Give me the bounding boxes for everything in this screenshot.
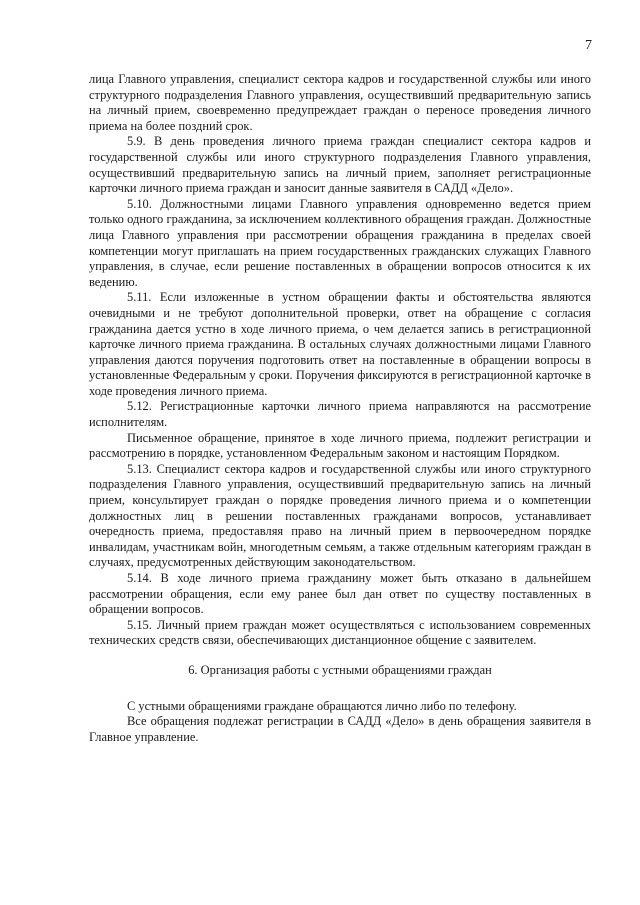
paragraph: 5.15. Личный прием граждан может осуществляться с использованием современных технических средств связи, обеспечивающих дистанционное общение с заявителем. (89, 617, 591, 648)
paragraph: лица Главного управления, специалист сектора кадров и государственной службы или иного структурного подразделения Главного управления, осуществивший предварительную запись на личный прием, своевременно предупреждает граждан о переносе проведения личного приема на более поздний срок. (89, 72, 591, 133)
paragraph: 5.11. Если изложенные в устном обращении факты и обстоятельства являются очевидными и не требуют дополнительной проверки, ответ на обращение с согласия гражданина дается устно в ходе личного приема, о чем делается запись в регистрационной карточке личного приема гражданина. В остальных случаях должностными лицами Главного управления даются поручения подготовить ответ на поставленные в обращении вопросы в установленные Федеральным у сроки. Поручения фиксируются в регистрационной карточке в ходе проведения личного приема. (89, 290, 591, 398)
paragraph: 5.14. В ходе личного приема гражданину может быть отказано в дальнейшем рассмотрении обращения, если ему ранее был дан ответ по существу поставленных в обращении вопросов. (89, 571, 591, 617)
section-5-continuation (89, 72, 591, 649)
paragraph: 5.10. Должностными лицами Главного управления одновременно ведется прием только одного гражданина, за исключением коллективного обращения граждан. Должностные лица Главного управления при рассмотрении обращения гражданина в пределах своей компетенции могут приглашать на прием государственных гражданских служащих Главного управления, в случае, если решение поставленных в обращении вопросов относится к их ведению. (89, 196, 591, 289)
paragraph: 5.13. Специалист сектора кадров и государственной службы или иного структурного подразделения Главного управления, осуществивший предварительную запись на личный прием, консультирует граждан о порядке проведения личного приема и о компетенции должностных лиц в решении поставленных гражданами вопросов, устанавливает очередность приема, предоставляя право на личный прием в первоочередном порядке инвалидам, участникам войн, многодетным семьям, а также отдельным категориям граждан в случаях, предусмотренных действующим законодательством. (89, 461, 591, 570)
section-6-body (89, 699, 591, 746)
section-heading: 6. Организация работы с устными обращениями граждан (188, 662, 492, 677)
paragraph: С устными обращениями граждане обращаются лично либо по телефону. (127, 698, 517, 713)
paragraph: Все обращения подлежат регистрации в САДД «Дело» в день обращения заявителя в Главное управление. (89, 714, 591, 744)
paragraph: 5.9. В день проведения личного приема граждан специалист сектора кадров и государственной службы или иного структурного подразделения Главного управления, осуществивший предварительную запись на личный прием, заполняет регистрационные карточки личного приема граждан и заносит данные заявителя в САДД «Дело». (89, 134, 591, 196)
page-number: 7 (585, 38, 592, 53)
paragraph: Письменное обращение, принятое в ходе личного приема, подлежит регистрации и рассмотрению в порядке, установленном Федеральным законом и настоящим Порядком. (89, 430, 591, 461)
document-body (89, 72, 591, 745)
paragraph: 5.12. Регистрационные карточки личного приема направляются на рассмотрение исполнителям. (89, 399, 591, 430)
